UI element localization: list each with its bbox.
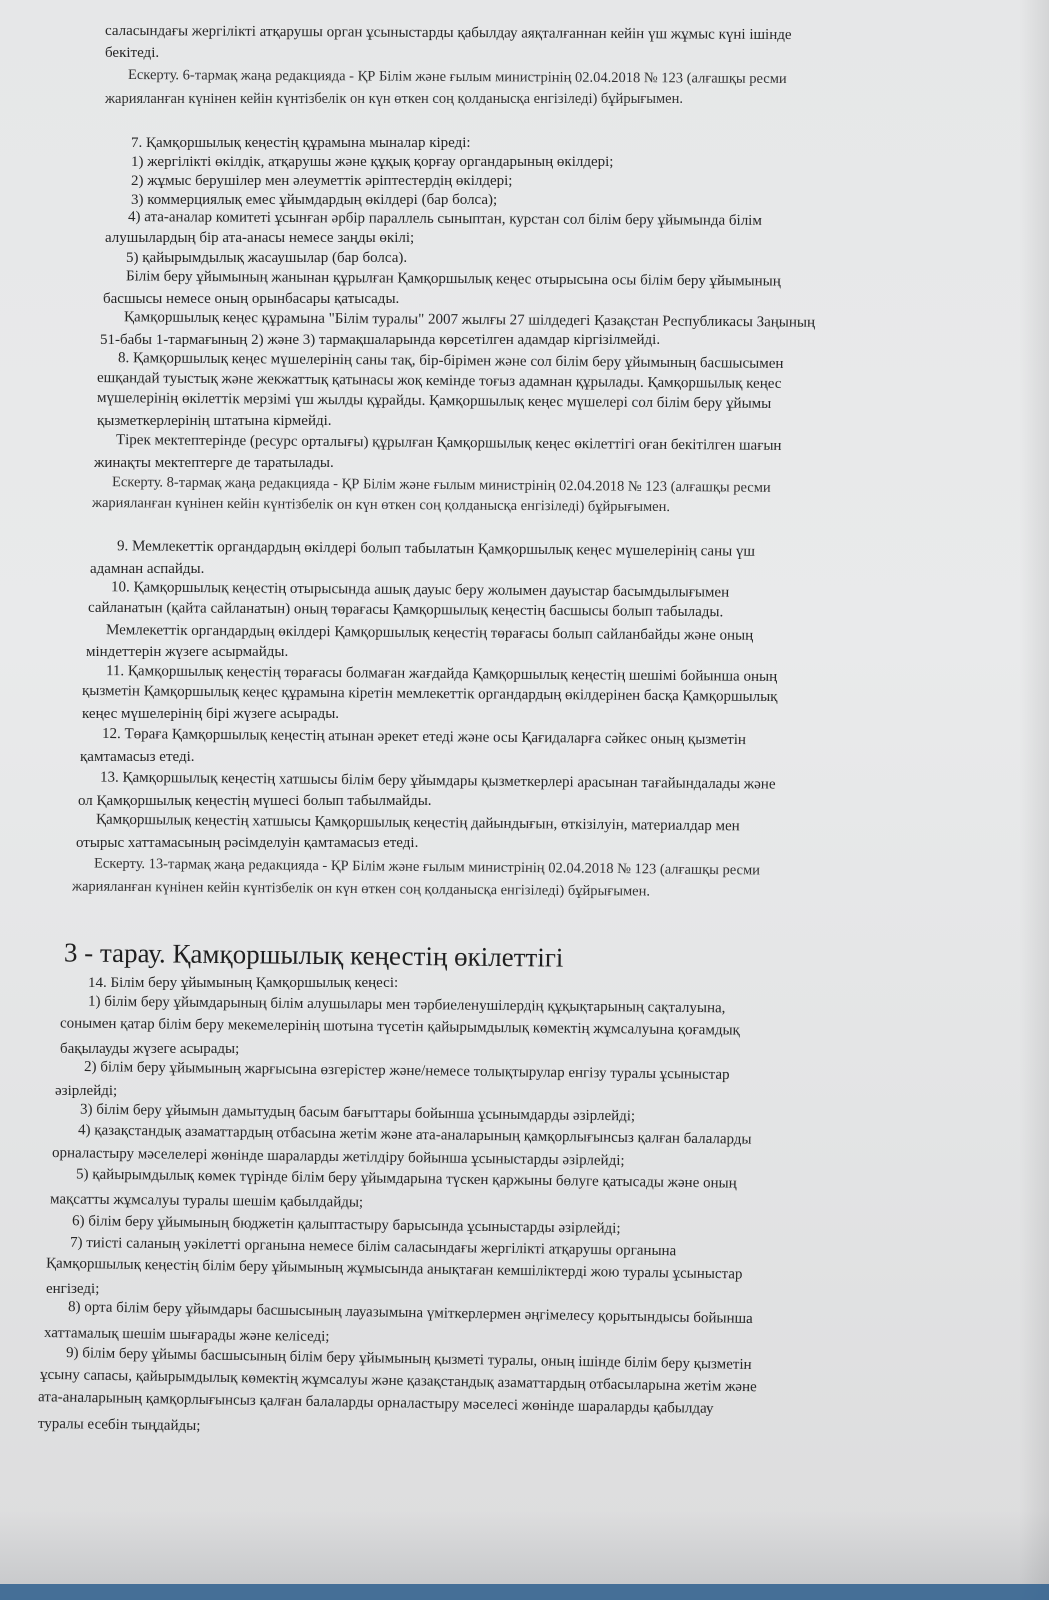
text-line: 3) білім беру ұйымын дамытудың басым бағыттары бойынша ұсынымдарды әзірлейді; bbox=[79, 1101, 636, 1125]
text-line: ата-аналарының қамқорлығынсыз қалған балаларды орналастыру мәселесі жөнінде шараларды қабылдау bbox=[37, 1389, 714, 1417]
text-line: саласындағы жергілікті атқарушы орган ұсыныстарды қабылдау аяқталғаннан кейін үш жұмыс күні ішінде bbox=[104, 22, 792, 44]
text-line: жинақты мектептерге де таратылады. bbox=[94, 455, 334, 471]
text-line: басшысы немесе оның орынбасары қатысады. bbox=[103, 291, 400, 307]
background-surface bbox=[0, 1584, 1049, 1600]
text-line: бақылауды жүзеге асырады; bbox=[60, 1041, 240, 1057]
text-line: Қамқоршылық кеңестің хатшысы Қамқоршылық кеңестің дайындығын, өткізілуін, материалдар мен bbox=[95, 811, 740, 835]
text-line: мақсатты жұмсалуы туралы шешім қабылдайды; bbox=[49, 1191, 364, 1211]
text-line: енгізеді; bbox=[46, 1281, 100, 1297]
note-line: Ескерту. 6-тармақ жаңа редакцияда - ҚР Білім және ғылым министрінің 02.04.2018 № 123 (алғашқы ресми bbox=[127, 66, 787, 88]
text-line: сайланатын (қайта сайланатын) оның төрағасы Қамқоршылық кеңестің басшысы болып табылады. bbox=[87, 599, 724, 621]
text-line: хаттамалық шешім шығарады және келіседі; bbox=[43, 1325, 330, 1345]
note-line: Ескерту. 13-тармақ жаңа редакцияда - ҚР Білім және ғылым министрінің 02.04.2018 № 123 (алғашқы ресми bbox=[93, 855, 761, 879]
text-line: қызметін Қамқоршылық кеңес құрамына кіретін мемлекеттік органдардың өкілдерінен басқа Қамқоршылық bbox=[81, 682, 778, 706]
text-line: туралы есебін тыңдайды; bbox=[37, 1415, 201, 1435]
text-line: 8. Қамқоршылық кеңес мүшелерінің саны тақ, бір-бірімен және сол білім беру ұйымының басшысымен bbox=[117, 350, 784, 372]
text-line: Мемлекеттік органдардың өкілдері Қамқоршылық кеңестің төрағасы болып сайланбайды және оның bbox=[105, 622, 754, 644]
text-line: міндеттерін жүзеге асырмайды. bbox=[86, 644, 289, 660]
section-heading: 3 - тарау. Қамқоршылық кеңестің өкілеттігі bbox=[63, 937, 564, 973]
text-line: 8) орта білім беру ұйымдары басшысының лауазымына үміткерлермен әңгімелесу қорытындысы бойынша bbox=[67, 1299, 753, 1327]
note-line: Ескерту. 8-тармақ жаңа редакцияда - ҚР Білім және ғылым министрінің 02.04.2018 № 123 (алғашқы ресми bbox=[111, 474, 771, 496]
text-line: отырыс хаттамасының рәсімделуін қамтамасыз етеді. bbox=[76, 835, 419, 851]
text-line: 3) коммерциялық емес ұйымдардың өкілдері (бар болса); bbox=[131, 192, 498, 208]
text-line: 1) білім беру ұйымдарының білім алушылары мен тәрбиеленушілердің құқықтарының сақталуына, bbox=[87, 993, 726, 1017]
paper-edge-shadow bbox=[1019, 0, 1049, 1600]
text-line: мүшелерінің өкілеттік мерзімі үш жылды құрайды. Қамқоршылық кеңес мүшелері сол білім беру ұйымы bbox=[96, 390, 772, 412]
text-line: әзірлейді; bbox=[55, 1083, 118, 1099]
text-line: ешқандай туыстық және жекжаттық қатынасы жоқ кемінде тоғыз адамнан құрылады. Қамқоршылық кеңес bbox=[96, 370, 782, 392]
text-line: 9) білім беру ұйымы басшысының білім беру ұйымының қызметі туралы, оның ішінде білім беру қызметін bbox=[65, 1345, 752, 1373]
text-line: 14. Білім беру ұйымының Қамқоршылық кеңесі: bbox=[88, 975, 399, 991]
text-line: 10. Қамқоршылық кеңестің отырысында ашық дауыс беру жолымен дауыстар басымдылығымен bbox=[110, 579, 730, 601]
note-line: жарияланған күнінен кейін күнтізбелік он күн өткен соң қолданысқа енгізіледі) бұйрығымен. bbox=[71, 878, 651, 900]
text-line: 2) жұмыс берушілер мен әлеуметтік әріптестердің өкілдері; bbox=[131, 173, 513, 189]
text-line: ұсыну сапасы, қайырымдылық көмектің жұмсалуы және қазақстандық азаматтардың отбасыларына жетім және bbox=[39, 1366, 757, 1396]
text-line: 4) ата-аналар комитеті ұсынған әрбір параллель сыныптан, курстан сол білім беру ұйымында білім bbox=[127, 209, 762, 229]
text-line: 5) қайырымдылық жасаушылар (бар болса). bbox=[126, 250, 408, 266]
text-line: сонымен қатар білім беру мекемелерінің шотына түсетін қайырымдылық көмектің жұмсалуына қоғамдық bbox=[59, 1015, 740, 1039]
text-line: 6) білім беру ұйымының бюджетін қалыптастыру барысында ұсыныстарды әзірлейді; bbox=[71, 1213, 621, 1237]
text-line: 12. Төраға Қамқоршылық кеңестің атынан әрекет етеді және осы Қағидаларға сәйкес оның қызметін bbox=[101, 725, 747, 749]
text-line: ол Қамқоршылық кеңестің мүшесі болып табылмайды. bbox=[78, 793, 432, 809]
text-line: қамтамасыз етеді. bbox=[80, 749, 195, 765]
text-line: адамнан аспайды. bbox=[90, 561, 205, 577]
text-line: орналастыру мәселелері жөнінде шараларды жетілдіру бойынша ұсыныстарды әзірлейді; bbox=[51, 1145, 625, 1169]
note-line: жарияланған күнінен кейін күнтізбелік он күн өткен соң қолданысқа енгізіледі) бұйрығымен. bbox=[91, 494, 671, 516]
text-line: Тірек мектептерінде (ресурс орталығы) құрылған Қамқоршылық кеңес өкілеттігі оған бекітілген шағын bbox=[115, 432, 782, 454]
text-line: 9. Мемлекеттік органдардың өкілдері болып табылатын Қамқоршылық кеңес мүшелерінің саны үш bbox=[116, 538, 756, 560]
text-line: бекітеді. bbox=[105, 45, 160, 61]
text-line: 13. Қамқоршылық кеңестің хатшысы білім беру ұйымдары қызметкерлері арасынан тағайындалады және bbox=[99, 769, 776, 793]
text-line: 4) қазақстандық азаматтардың отбасына жетім және ата-аналарының қамқорлығынсыз қалған балаларды bbox=[77, 1122, 752, 1148]
text-line: 51-бабы 1-тармағының 2) және 3) тармақшаларында көрсетілген адамдар кіргізілмейді. bbox=[100, 332, 661, 348]
text-line: Қамқоршылық кеңестің білім беру ұйымының жұмысында анықтаған кемшіліктерді жою туралы ұсыныстар bbox=[45, 1255, 743, 1283]
text-line: кеңес мүшелерінің бірі жүзеге асырады. bbox=[82, 706, 340, 722]
text-line: 1) жергілікті өкілдік, атқарушы және құқық қорғау органдарының өкілдері; bbox=[131, 154, 614, 170]
text-line: 5) қайырымдылық көмек түрінде білім беру ұйымдарына түскен қаржыны бөлуге қатысады және оның bbox=[75, 1166, 737, 1192]
note-line: жарияланған күнінен кейін күнтізбелік он күн өткен соң қолданысқа енгізіледі) бұйрығымен. bbox=[105, 91, 683, 107]
text-line: 7. Қамқоршылық кеңестің құрамына мыналар кіреді: bbox=[131, 135, 471, 151]
text-line: 11. Қамқоршылық кеңестің төрағасы болмаған жағдайда Қамқоршылық кеңестің шешімі бойынша оның bbox=[105, 663, 778, 685]
text-line: Білім беру ұйымының жанынан құрылған Қамқоршылық кеңес отырысына осы білім беру ұйымының bbox=[125, 268, 781, 290]
text-line: 7) тиісті саланың уәкілетті органына немесе білім саласындағы жергілікті атқарушы органына bbox=[69, 1234, 677, 1260]
text-line: алушылардың бір ата-анасы немесе заңды өкілі; bbox=[105, 230, 415, 246]
text-line: 2) білім беру ұйымының жарғысына өзгерістер және/немесе толықтырулар енгізу туралы ұсыныстар bbox=[83, 1059, 730, 1083]
text-line: Қамқоршылық кеңес құрамына "Білім туралы" 2007 жылғы 27 шілдедегі Қазақстан Республикасы Заңының bbox=[123, 309, 816, 331]
text-line: қызметкерлерінің штатына кірмейді. bbox=[97, 413, 332, 429]
